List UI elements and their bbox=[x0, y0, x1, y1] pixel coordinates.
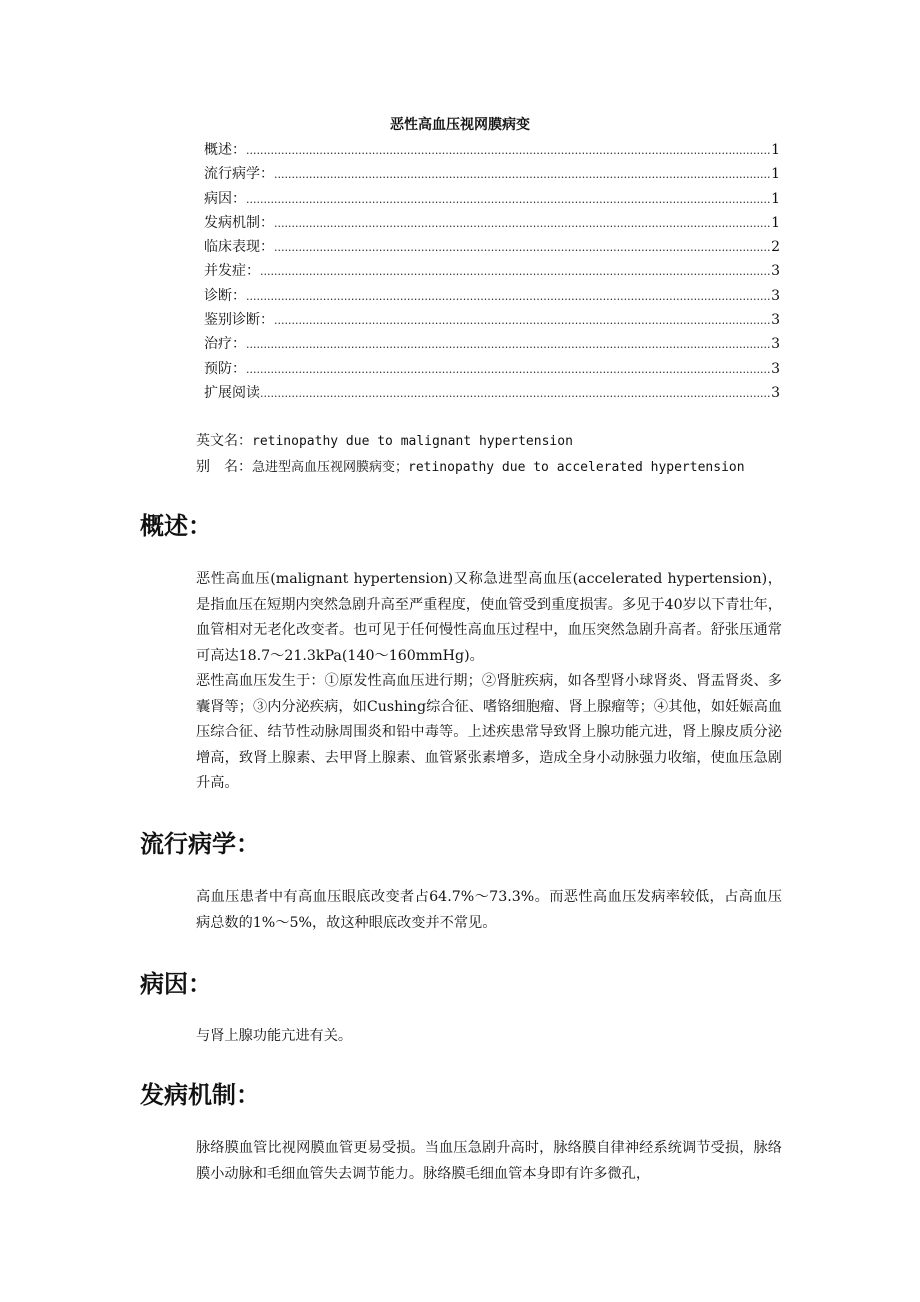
toc-label: 鉴别诊断： bbox=[204, 312, 274, 329]
toc-entry[interactable] bbox=[204, 236, 780, 260]
toc-label: 并发症： bbox=[204, 263, 260, 280]
toc-leader-dots bbox=[246, 193, 771, 206]
toc-label: 预防： bbox=[204, 360, 246, 377]
toc-label: 治疗： bbox=[204, 336, 246, 353]
toc-entry[interactable] bbox=[204, 285, 780, 309]
toc-label: 扩展阅读 bbox=[204, 384, 260, 401]
toc-page-number: 2 bbox=[771, 239, 780, 256]
toc-entry[interactable] bbox=[204, 188, 780, 212]
toc-entry[interactable] bbox=[204, 163, 780, 187]
alias-line bbox=[196, 456, 745, 476]
toc-label: 临床表现： bbox=[204, 239, 274, 256]
toc-page-number: 1 bbox=[771, 214, 780, 231]
toc-entry[interactable] bbox=[204, 358, 780, 382]
overview-body bbox=[196, 567, 782, 797]
toc-label: 流行病学： bbox=[204, 166, 274, 183]
paragraph: 脉络膜血管比视网膜血管更易受损。当血压急剧升高时，脉络膜自律神经系统调节受损，脉络膜小动脉和毛细血管失去调节能力。脉络膜毛细血管本身即有许多微孔， bbox=[196, 1140, 782, 1182]
section-heading-pathogenesis: 发病机制： bbox=[140, 1081, 260, 1109]
paragraph: 恶性高血压发生于：①原发性高血压进行期；②肾脏疾病，如各型肾小球肾炎、肾盂肾炎、多囊肾等；③内分泌疾病，如Cushing综合征、嗜铬细胞瘤、肾上腺瘤等；④其他，如妊娠高血压综合征、结节性动脉周围炎和铅中毒等。上述疾患常导致肾上腺功能亢进，肾上腺皮质分泌增高，致肾上腺素、去甲肾上腺素、血管紧张素增多，造成全身小动脉强力收缩，使血压急剧升高。 bbox=[196, 673, 782, 791]
toc-leader-dots bbox=[246, 144, 771, 157]
epidemiology-body bbox=[196, 885, 782, 936]
toc-page-number: 1 bbox=[771, 142, 780, 158]
pathogenesis-body bbox=[196, 1136, 782, 1187]
paragraph: 与肾上腺功能亢进有关。 bbox=[196, 1028, 353, 1044]
toc-page-number: 1 bbox=[771, 166, 780, 183]
alias-label: 别 名： bbox=[196, 459, 252, 475]
toc-leader-dots bbox=[274, 241, 771, 254]
toc-label: 诊断： bbox=[204, 287, 246, 304]
toc-leader-dots bbox=[246, 338, 771, 351]
toc-label: 病因： bbox=[204, 190, 246, 207]
table-of-contents bbox=[204, 139, 780, 406]
section-heading-epidemiology: 流行病学： bbox=[140, 830, 260, 858]
english-name-label: 英文名： bbox=[196, 433, 252, 449]
english-name-value: retinopathy due to malignant hypertension bbox=[252, 434, 573, 449]
paragraph: 恶性高血压(malignant hypertension)又称急进型高血压(accelerated hypertension)，是指血压在短期内突然急剧升高至严重程度，使血管受到重度损害。多见于40岁以下青壮年，血管相对无老化改变者。也可见于任何慢性高血压过程中，血压突然急剧升高者。舒张压通常可高达18.7～21.3kPa(140～160mmHg)。 bbox=[196, 571, 782, 664]
section-heading-overview: 概述： bbox=[140, 512, 212, 540]
toc-leader-dots bbox=[246, 290, 771, 303]
toc-leader-dots bbox=[260, 265, 771, 278]
toc-entry[interactable] bbox=[204, 333, 780, 357]
toc-leader-dots bbox=[246, 363, 771, 376]
toc-label: 发病机制： bbox=[204, 214, 274, 231]
toc-page-number: 3 bbox=[771, 263, 780, 280]
toc-leader-dots bbox=[274, 168, 771, 181]
toc-label: 概述： bbox=[204, 142, 246, 158]
english-name-line bbox=[196, 430, 573, 450]
document-title: 恶性高血压视网膜病变 bbox=[390, 117, 530, 133]
toc-entry[interactable] bbox=[204, 260, 780, 284]
toc-page-number: 3 bbox=[771, 336, 780, 353]
toc-entry[interactable] bbox=[204, 382, 780, 406]
toc-page-number: 3 bbox=[771, 384, 780, 401]
etiology-body bbox=[196, 1024, 782, 1050]
toc-page-number: 3 bbox=[771, 360, 780, 377]
toc-page-number: 3 bbox=[771, 312, 780, 329]
toc-entry[interactable] bbox=[204, 212, 780, 236]
section-heading-etiology: 病因： bbox=[140, 970, 212, 998]
toc-leader-dots bbox=[274, 217, 771, 230]
paragraph: 高血压患者中有高血压眼底改变者占64.7%～73.3%。而恶性高血压发病率较低，占高血压病总数的1%～5%，故这种眼底改变并不常见。 bbox=[196, 889, 782, 931]
toc-page-number: 1 bbox=[771, 190, 780, 207]
toc-page-number: 3 bbox=[771, 287, 780, 304]
toc-leader-dots bbox=[260, 387, 771, 400]
toc-leader-dots bbox=[274, 314, 771, 327]
toc-entry[interactable] bbox=[204, 139, 780, 163]
alias-value: 急进型高血压视网膜病变；retinopathy due to accelerated hypertension bbox=[252, 460, 745, 475]
toc-entry[interactable] bbox=[204, 309, 780, 333]
